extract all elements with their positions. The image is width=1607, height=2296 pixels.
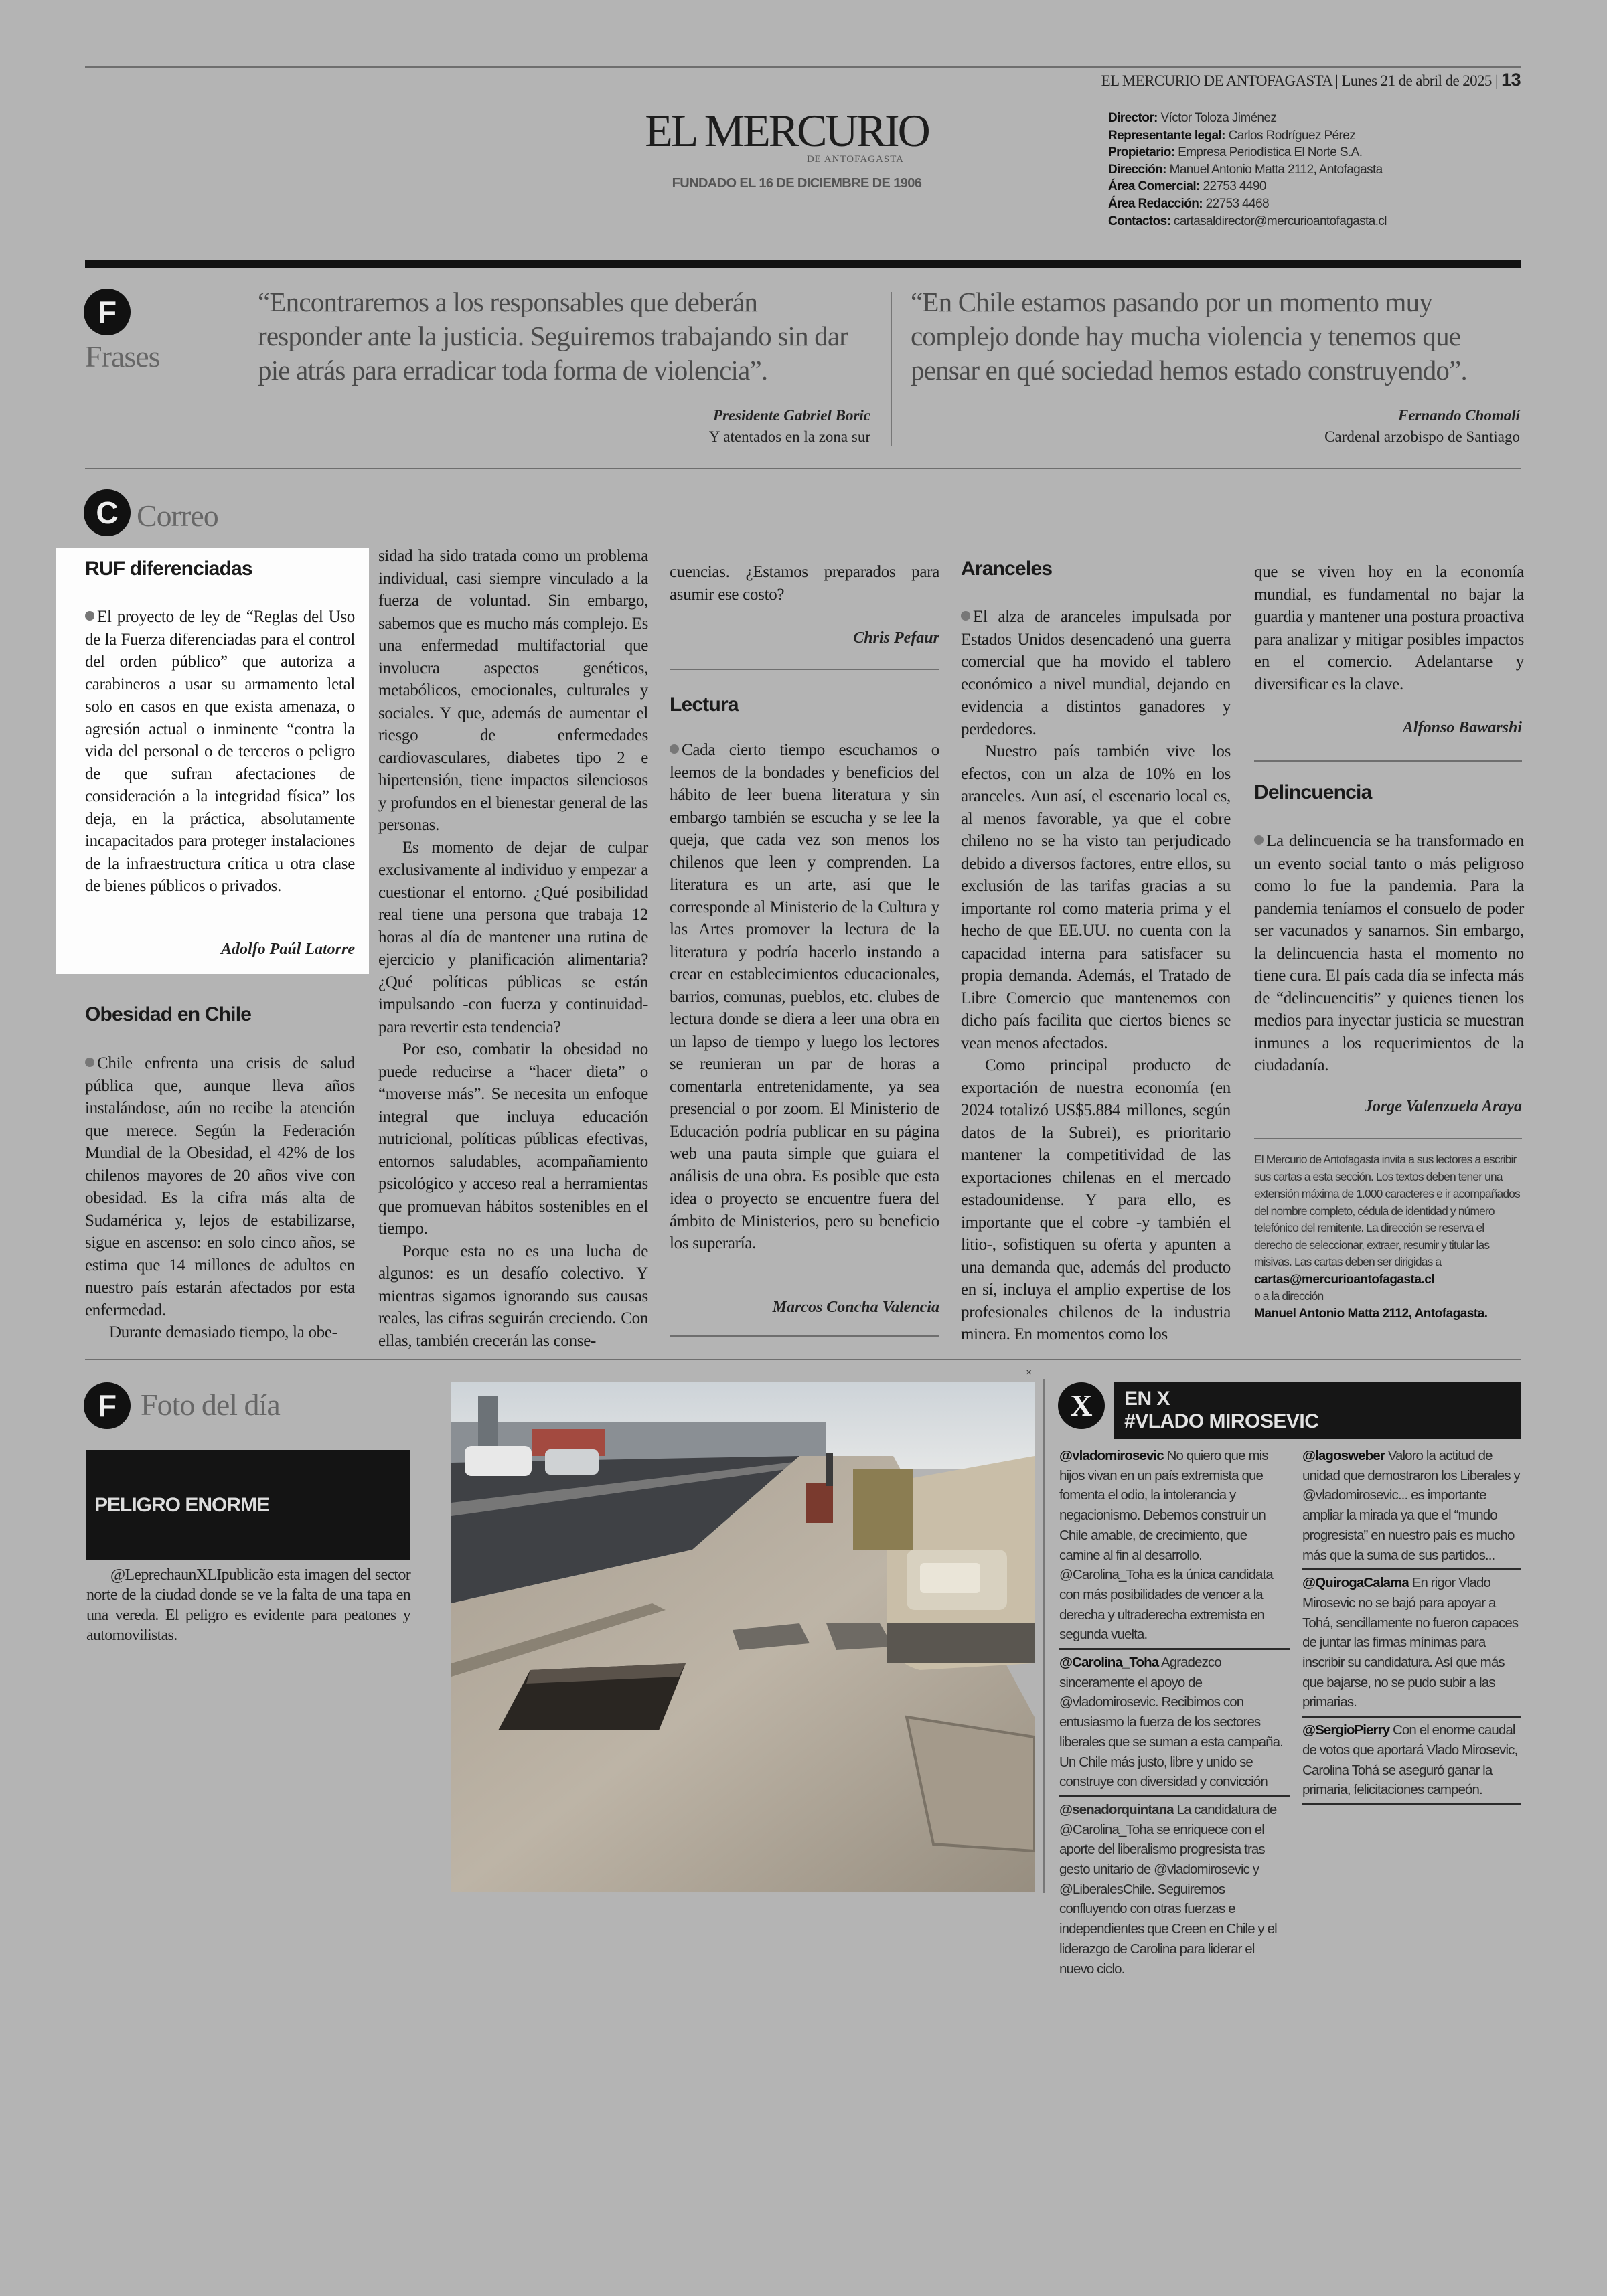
frases-bottom-rule (85, 468, 1521, 469)
bullet-icon (1254, 835, 1264, 845)
frases-icon: F (84, 289, 131, 335)
tweet: @Carolina_Toha Agradezco sinceramente el apoyo de @vladomirosevic. Recibimos con entusiasmo la fuerza de los sectores liberales que se suman a esta campaña. Un Chile más justo, libre y unido se construye con diversidad y convicción (1059, 1653, 1290, 1797)
letter-author-obesidad: Chris Pefaur (853, 629, 939, 647)
tweets-column-1 (1059, 1446, 1290, 1979)
issue-date: Lunes 21 de abril de 2025 (1341, 72, 1492, 89)
founded-line: FUNDADO EL 16 DE DICIEMBRE DE 1906 (672, 176, 922, 191)
bullet-icon (670, 744, 679, 754)
tweet: @QuirogaCalama En rigor Vlado Mirosevic no se bajó para apoyar a Tohá, sencillamente no fueron capaces de juntar las firmas mínimas para inscribir su candidatura. Así que más que bajarse, no se pudo subir a las primarias. (1302, 1573, 1521, 1718)
hashtag-title: #VLADO MIROSEVIC (1124, 1410, 1319, 1432)
letter-title-aranceles: Aranceles (961, 558, 1053, 580)
quote-chomali: “En Chile estamos pasando por un momento muy complejo donde hay mucha violencia y tenemos que pensar en qué sociedad hemos estado construyendo”. (911, 286, 1467, 386)
letter-body-obesidad-part2: sidad ha sido tratada como un problema individual, casi siempre vinculado a la fuerza de voluntad. Sin embargo, sabemos que es mucho más complejo. Es una enfermedad multifactorial que involucra aspectos genéticos, metabólicos, emocionales, culturales y sociales. Y que, además de aumentar el riesgo de enfermedades cardiovasculares, diabetes tipo 2 e hipertensión, tiene impactos silenciosos y profundos en el bienestar general de las personas. Es momento de dejar de culpar exclusivamente al individuo y empezar a cuestionar el entorno. ¿Qué posibilidad real tiene una persona que trabaja 12 horas al día de mantener una rutina de ejercicio y planificación alimentaria? ¿Qué políticas públicas se están impulsando -con fuerza y continuidad- para revertir esta tendencia? Por eso, combatir la obesidad no puede reducirse a “hacer dieta” o “moverse más”. Se necesita un enfoque integral que incluya educación nutricional, políticas públicas efectivas, entornos saludables, acompañamiento psicológico y acceso real a herramientas que promuevan hábitos sostenibles en el tiempo. Porque esta no es una lucha de algunos: es un desafío colectivo. Y mientras sigamos ignorando sus causas reales, las cifras seguirán creciendo. Con ellas, también crecerán las conse- (378, 547, 648, 1350)
staff-directory: Director: Víctor Toloza Jiménez Representante legal: Carlos Rodríguez Pérez Propietario: Empresa Periodística El Norte S.A. Dirección: Manuel Antonio Matta 2112, Antofagasta Área Comercial: 22753 4490 Área Redacción: 22753 4468 Contactos: cartasaldirector@mercurioantofagasta.cl (1108, 111, 1387, 228)
letter-author-delincuencia: Jorge Valenzuela Araya (1364, 1098, 1522, 1115)
tweet-handle[interactable]: @SergioPierry (1302, 1722, 1390, 1738)
page-number: 13 (1501, 70, 1521, 90)
tweet: @vladomirosevic No quiero que mis hijos vivan en un país extremista que fomenta el odio, la intolerancia y negacionismo. Debemos construir un Chile amable, de crecimiento, que camine al fin al desarrollo. @Carolina_Toha es la única candidata con más posibilidades de vencer a la derecha y ultraderecha extremista en segunda vuelta. (1059, 1446, 1290, 1650)
photo-sidewalk-hole (451, 1382, 1035, 1892)
letter-divider (1254, 760, 1522, 762)
tweet-handle[interactable]: @senadorquintana (1059, 1801, 1174, 1817)
letter-body-obesidad-part1: Chile enfrenta una crisis de salud pública que, aunque lleva años instalándose, aún no recibe la atención que merece. Según la Federación Mundial de la Obesidad, el 42% de los chilenos mayores de 20 años vive con obesidad. Es la cifra más alta de Sudamérica y, lejos de estabilizarse, sigue en ascenso: en solo cinco años, se estima que 14 millones de adultos en nuestro país estarán afectados por esta enfermedad. Durante demasiado tiempo, la obe- (85, 1054, 355, 1341)
letter-title-lectura: Lectura (670, 693, 739, 716)
bullet-icon (85, 1058, 94, 1067)
foto-label: Foto del día (141, 1388, 280, 1422)
letter-body-obesidad-part3: cuencias. ¿Estamos preparados para asumir ese costo? (670, 563, 939, 604)
letter-title-ruf: RUF diferenciadas (85, 558, 252, 580)
letters-email[interactable]: cartas@mercurioantofagasta.cl (1254, 1272, 1435, 1287)
letter-body-ruf: El proyecto de ley de “Reglas del Uso de la Fuerza diferenciadas para el control del orden público” que autoriza a carabineros a usar su armamento letal solo en casos en que exista amenaza, o agresión actual o inminente “contra la vida del personal o de terceros o peligro de que sufran afectaciones de consideración a la integridad física” los deja, en la práctica, absolutamente incapacitados para proteger instalaciones de la infraestructura crítica u otra clase de bienes públicos o privados. (85, 608, 355, 895)
masthead-logo: EL MERCURIO DE ANTOFAGASTA (645, 105, 929, 165)
photo-title: PELIGRO ENORME (94, 1494, 270, 1516)
letter-author-lectura: Marcos Concha Valencia (772, 1299, 939, 1316)
letter-author-ruf: Adolfo Paúl Latorre (220, 940, 355, 958)
tweet-handle[interactable]: @Carolina_Toha (1059, 1655, 1159, 1671)
tweet: @SergioPierry Con el enorme caudal de votos que aportará Vlado Mirosevic, Carolina Tohá se aseguró ganar la primaria, felicitaciones campeón. (1302, 1720, 1521, 1805)
letter-body-aranceles-part2: que se viven hoy en la economía mundial, es fundamental no bajar la guardia y mantener una postura proactiva para analizar y mitigar posibles impactos en el comercio. Adelantarse y diversificar es la clave. (1254, 563, 1524, 693)
letter-divider (670, 1335, 939, 1337)
bullet-icon (85, 611, 94, 621)
bullet-icon (961, 611, 970, 621)
quote-attribution-boric: Presidente Gabriel Boric Y atentados en la zona sur (708, 407, 870, 445)
letter-divider (670, 669, 939, 670)
letter-body-lectura: Cada cierto tiempo escuchamos o leemos de la bondades y beneficios del hábito de leer buena literatura y sin embargo también se escucha y se lee la queja, que cada vez son menos los chilenos que leen y comprenden. La literatura es un arte, así que le corresponde al Ministerio de la Cultura y las Artes promover la lectura de la literatura y podría hacerlo instando a crear en establecimientos educacionales, barrios, comunas, pueblos, etc. clubes de lectura donde se diera a leer una obra en un lapso de tiempo y luego los lectores se reunieran un par de horas a comentarla entretenidamente, ya sea presencial o por zoom. El Ministerio de Educación podría publicar en su página web una pauta simple que guiara el análisis de una obra. Es posible que esta idea o proyecto se encuentre fuera del ámbito de Ministerios, pero su beneficio los superaría. (670, 741, 939, 1252)
correo-bottom-rule (85, 1359, 1521, 1360)
x-logo-icon: X (1058, 1382, 1105, 1429)
foto-icon: F (84, 1382, 131, 1429)
tweets-column-2 (1302, 1446, 1521, 1808)
frases-label: Frases (85, 339, 160, 374)
en-x-divider (1043, 1379, 1045, 1893)
photo-title-box (86, 1450, 410, 1560)
frases-divider (891, 292, 892, 446)
section-thick-rule (85, 260, 1521, 268)
publication-name: EL MERCURIO DE ANTOFAGASTA (1101, 72, 1332, 89)
letter-body-aranceles-part1: El alza de aranceles impulsada por Estados Unidos desencadenó una guerra comercial que ha movido el tablero económico a nivel mundial, dejando en evidencia a distintos ganadores y perdedores. Nuestro país también vive los efectos, con un alza de 10% en los aranceles. Aun así, el escenario local es, al menos favorable, ya que el cobre chileno no se ha visto tan perjudicado debido a diversos factores, entre ellos, su exclusión de las tarifas gracias a su importante rol como materia prima y el hecho de que EE.UU. no cuenta con la capacidad interna para satisfacer su propia demanda. Además, el Tratado de Libre Comercio que mantenemos con dicho país facilita que ciertos bienes se vean menos afectados. Como principal producto de exportación de nuestra economía (en 2024 totalizó US$5.884 millones, según datos de la Subrei), es prioritario mantener la competitividad de las exportaciones chilenas en el mercado estadounidense. Y para ello, es importante que el cobre -y también el litio-, sofistiquen su oferta y apunten a una demanda que, además del producto en sí, incluya el amplio expertise de los profesionales chilenos de la industria minera. En momentos como los (961, 608, 1231, 1343)
contact-email[interactable]: cartasaldirector@mercurioantofagasta.cl (1173, 214, 1387, 228)
photo-caption: @LeprechaunXLIpublicão esta imagen del sector norte de la ciudad donde se ve la falta de una tapa en una vereda. El peligro es evidente para peatones y automovilistas. (86, 1566, 410, 1644)
top-rule (85, 66, 1521, 68)
correo-label: Correo (137, 499, 218, 533)
letters-notice: El Mercurio de Antofagasta invita a sus lectores a escribir sus cartas a esta sección. Los textos deben tener una extensión máxima de 1.000 caracteres e ir acompañados del nombre completo, cédula de identidad y número telefónico del remitente. La dirección se reserva el derecho de seleccionar, extraer, resumir y titular las misivas. Las cartas deben ser dirigidas a cartas@mercurioantofagasta.cl o a la dirección Manuel Antonio Matta 2112, Antofagasta. (1254, 1153, 1520, 1321)
tweet: @senadorquintana La candidatura de @Carolina_Toha se enriquece con el aporte del liberalismo progresista tras gesto unitario de @vladomirosevic y @LiberalesChile. Seguiremos confluyendo con otras fuerzas e independientes que Creen en Chile y el liderazgo de Carolina para liderar el nuevo ciclo. (1059, 1801, 1277, 1977)
tweet-handle[interactable]: @QuirogaCalama (1302, 1575, 1409, 1591)
letter-title-delincuencia: Delincuencia (1254, 781, 1372, 803)
photo-car (465, 1446, 532, 1476)
notice-divider (1254, 1138, 1522, 1139)
letter-body-delincuencia: La delincuencia se ha transformado en un evento social tanto o más peligroso como lo fue la pandemia. Para la pandemia teníamos el consuelo de poder ser vacunados y sanarnos. Sin embargo, la delincuencia hasta el momento no tiene cura. El país cada día se infecta más de “delincuencitis” y quienes tienen los medios para inyectar justicia se muestran inmunes a los requerimientos de la ciudadanía. (1254, 832, 1524, 1074)
letter-author-aranceles: Alfonso Bawarshi (1402, 719, 1522, 736)
letter-title-obesidad: Obesidad en Chile (85, 1003, 252, 1026)
photo-close-mark: × (1026, 1367, 1032, 1378)
tweet-handle[interactable]: @lagosweber (1302, 1448, 1385, 1463)
quote-attribution-chomali: Fernando Chomalí Cardenal arzobispo de Santiago (1324, 407, 1520, 445)
tweet: @lagosweber Valoro la actitud de unidad que demostraron los Liberales y @vladomirosevic... es importante ampliar la mirada ya que el “mundo progresista” en nuestro país es mucho más que la suma de sus partidos... (1302, 1446, 1521, 1570)
tweet-handle[interactable]: @vladomirosevic (1059, 1448, 1164, 1463)
quote-boric: “Encontraremos a los responsables que deberán responder ante la justicia. Seguiremos trabajando sin dar pie atrás para erradicar toda forma de violencia”. (258, 286, 848, 386)
correo-icon: C (84, 489, 131, 536)
folio-line: EL MERCURIO DE ANTOFAGASTA | Lunes 21 de abril de 2025 | 13 (1101, 70, 1521, 90)
en-x-banner: EN X #VLADO MIROSEVIC (1114, 1382, 1521, 1439)
